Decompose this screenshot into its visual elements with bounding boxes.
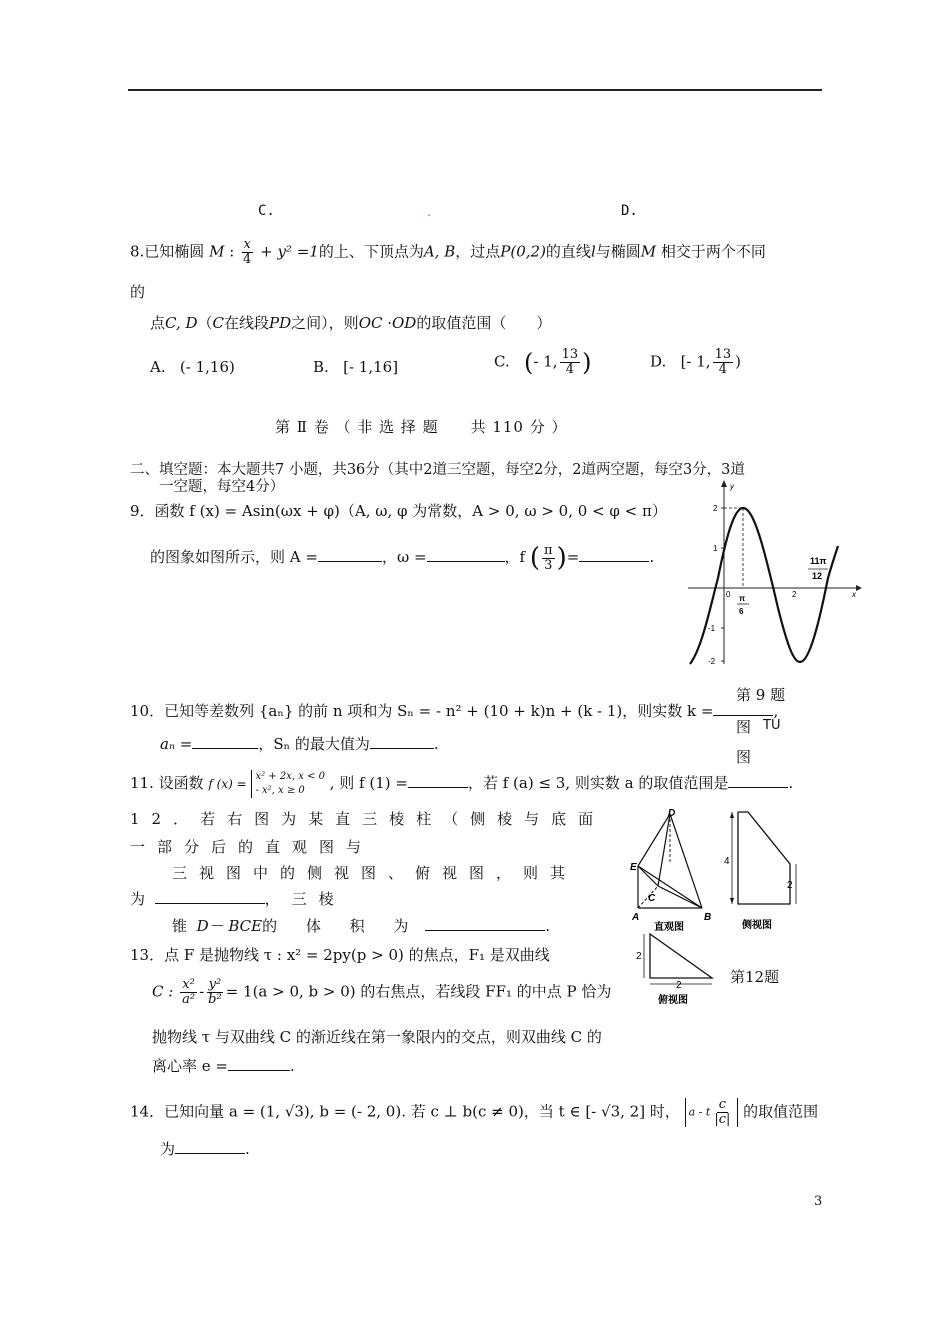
caption-side: 侧视图 [742, 920, 772, 931]
q12-line1: 12．若右图为某直三棱柱（侧棱与底面 [130, 810, 606, 828]
q7-option-d: D. [621, 203, 638, 219]
fill-intro-line2: 一空题，每空4分） [159, 479, 285, 495]
side-height-2: 2 [787, 880, 793, 891]
q9-line2: 的图象如图所示，则 A = ，ω = ，f ( $\frac{\pi}{3}$ )= . [150, 542, 655, 573]
caption-direct: 直观图 [654, 922, 684, 932]
y-axis-arrow-icon [721, 480, 727, 487]
section-2-title: 第 Ⅱ 卷 （ 非 选 择 题 共 110 分 ） [275, 418, 568, 436]
pi-over-6-den: 6 [739, 607, 744, 616]
x-tick-2: 2 [792, 590, 797, 599]
vertex-a: A [632, 912, 640, 923]
top-bottom-2: 2 [676, 980, 682, 991]
caption-top: 俯视图 [658, 995, 688, 1006]
q9-line1: 9．函数 f (x) = Asin(ωx + φ)（A, ω, φ 为常数，A > 0, ω > 0, 0 < φ < π） [130, 502, 667, 520]
pi-over-6-num: π [739, 594, 746, 603]
vertex-e: E [630, 862, 637, 873]
top-side-2: 2 [636, 951, 642, 962]
fig12-direct-view [630, 804, 720, 932]
q9-caption-tu: TU [763, 718, 781, 733]
q10-line1: 10．已知等差数列 {aₙ} 的前 n 项和为 Sₙ = - n² + (10 + k)n + (k - 1)，则实数 k = , [130, 702, 779, 720]
y-tick-neg1: -1 [708, 624, 716, 633]
q10-line2: aₙ = ，Sₙ 的最大值为 . [160, 735, 439, 753]
decorative-dot: . [427, 204, 432, 220]
vertex-b: B [704, 912, 712, 923]
vertex-d: D [668, 808, 676, 819]
q12-figure-caption: 第12题 [730, 968, 780, 986]
q8-option-c: C. (- 1, $\frac{13}{4}$ ) [494, 347, 592, 377]
eleven-pi-over-12-den: 12 [812, 571, 823, 581]
side-height-4: 4 [724, 856, 730, 867]
q8-option-d: D. [- 1, $\frac{13}{4}$ ) [650, 347, 741, 377]
q9-caption: 第 9 题 [736, 686, 786, 704]
q9-sine-graph [688, 478, 868, 668]
q13-line3: 抛物线 τ 与双曲线 C 的渐近线在第一象限内的交点，则双曲线 C 的 [152, 1028, 602, 1046]
q8-option-a: A. (- 1,16) [150, 358, 235, 376]
q11: 11. 设函数 f (x) = x² + 2x, x < 0 - x², x ≥ 0 , 则 f (1) = ，若 f (a) ≤ 3, 则实数 a 的取值范围是 . [130, 771, 794, 796]
q9-caption-3: 图 [736, 748, 752, 766]
q13-line1: 13．点 F 是抛物线 τ : x² = 2py(p > 0) 的焦点，F₁ 是双曲线 [130, 946, 550, 964]
y-axis-label: y [730, 482, 734, 491]
q13-line4: 离心率 e = . [152, 1057, 295, 1075]
x-axis-arrow-icon [856, 585, 862, 591]
q8-option-b: B. [- 1,16] [313, 358, 399, 376]
fig12-top-view [630, 928, 720, 1012]
q12-line4: 为 ，三棱 [130, 890, 346, 908]
q8-line1: 8.已知椭圆 M : $\frac{x}{4}$ + y² =1的上、下顶点为A, B，过点P(0,2)的直线l与椭圆M 相交于两个不同 [130, 237, 766, 267]
x-axis-label: x [852, 590, 856, 599]
q14-line1: 14．已知向量 a = (1, √3), b = (- 2, 0). 若 c ⊥ b(c ≠ 0)，当 t ∈ [- √3, 2] 时， a - t $\frac{c}{|c|}$ 的取值范围 [130, 1097, 819, 1127]
q7-option-c: C. [258, 203, 275, 219]
sine-curve [690, 508, 838, 664]
q12-line3: 三视图中的侧视图、俯视图，则其 [172, 864, 578, 882]
eleven-pi-over-12-num: 11π [810, 556, 827, 566]
vertex-c: C [648, 893, 656, 904]
header-rule [128, 89, 822, 91]
q9-caption-2: 图 [736, 718, 752, 736]
y-tick-neg2: -2 [708, 657, 716, 666]
fill-intro-line1: 二、填空题：本大题共7 小题，共36分（其中2道三空题，每空2分，2道两空题，每空3分，3道 [130, 462, 745, 478]
y-tick-2: 2 [713, 504, 718, 513]
y-tick-1: 1 [713, 544, 718, 553]
q12-line2: 一部分后的直观图与 [130, 838, 374, 856]
q8-line2: 的 [130, 283, 146, 301]
q8-line3: 点C, D（C在线段PD之间），则OC ·OD的取值范围（ ） [150, 314, 552, 332]
fig12-side-view [718, 806, 810, 934]
origin-label: 0 [726, 590, 731, 599]
q13-line2: C : $\frac{\text{x²}}{\text{a²}}$ - $\frac{\text{y²}}{\text{b²}}$ = 1(a > 0, b > 0) 的右焦点，若线段 FF₁ 的中点 P 恰为 [152, 977, 612, 1007]
page-number: 3 [814, 1194, 823, 1209]
q14-line2: 为 . [160, 1140, 250, 1158]
q12-line5: 锥 D－ BCE的 体 积 为 . [172, 917, 550, 935]
